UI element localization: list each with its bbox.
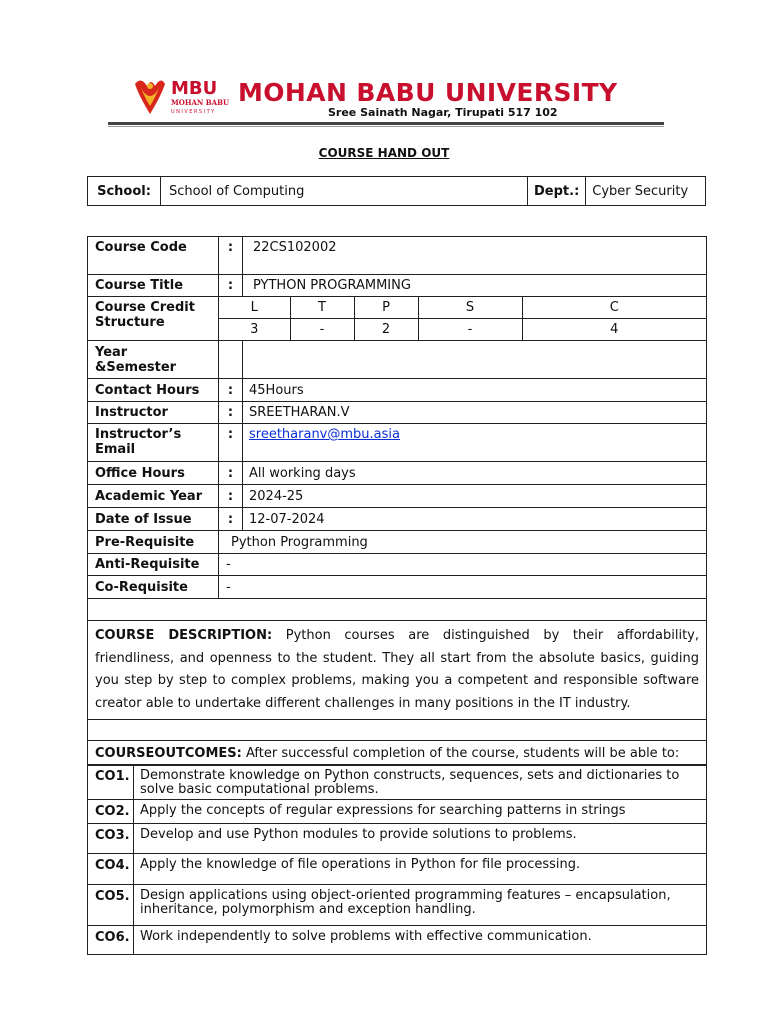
pre-requisite-label: Pre-Requisite [88, 531, 219, 554]
credit-value-s: - [418, 319, 522, 341]
colon: : [219, 402, 243, 424]
spacer-row [88, 720, 707, 741]
year-semester-value [243, 341, 707, 379]
outcome-text: Demonstrate knowledge on Python constructs, sequences, sets and dictionaries to solve basic computational problems. [134, 765, 707, 800]
table-row [88, 765, 707, 800]
course-details-table [87, 236, 707, 766]
table-row [88, 800, 707, 824]
instructor-value: SREETHARAN.V [243, 402, 707, 424]
table-row [88, 854, 707, 885]
table-row [88, 531, 707, 554]
course-description [88, 621, 707, 720]
credit-value-p: 2 [354, 319, 418, 341]
university-name: MOHAN BABU UNIVERSITY [238, 78, 618, 107]
table-row [88, 885, 707, 926]
course-outcomes-table [87, 764, 707, 955]
colon: : [219, 237, 243, 275]
table-row [88, 275, 707, 297]
spacer-row [88, 599, 707, 621]
contact-hours-value: 45Hours [243, 379, 707, 402]
dept-label: Dept.: [528, 177, 586, 206]
office-hours-label: Office Hours [88, 462, 219, 485]
colon: : [219, 462, 243, 485]
outcome-text: Develop and use Python modules to provide solutions to problems. [134, 824, 707, 854]
outcome-code: CO4. [88, 854, 134, 885]
outcome-text: Apply the knowledge of file operations in Python for file processing. [134, 854, 707, 885]
logo-sub-text: MOHAN BABU [171, 98, 230, 107]
header-divider-thin [108, 126, 664, 127]
outcome-code: CO6. [88, 926, 134, 955]
course-outcomes-intro: After successful completion of the course, students will be able to: [246, 745, 680, 761]
colon: : [219, 508, 243, 531]
credit-structure-grid [219, 297, 706, 340]
pre-requisite-value: Python Programming [219, 531, 707, 554]
document-title: COURSE HAND OUT [318, 146, 450, 160]
outcome-code: CO3. [88, 824, 134, 854]
university-address: Sree Sainath Nagar, Tirupati 517 102 [328, 106, 558, 119]
course-code-label: Course Code [88, 237, 219, 275]
contact-hours-label: Contact Hours [88, 379, 219, 402]
logo-sub2-text: UNIVERSITY [171, 109, 216, 115]
anti-requisite-label: Anti-Requisite [88, 554, 219, 576]
course-outcomes-header [88, 741, 707, 766]
outcomes-header-row [88, 741, 707, 766]
course-description-label: COURSE DESCRIPTION: [95, 628, 273, 643]
table-row [88, 926, 707, 955]
table-row [88, 341, 707, 379]
table-row [88, 462, 707, 485]
table-row [88, 297, 707, 341]
credit-header-l: L [219, 297, 290, 319]
logo-mark-text: MBU [171, 78, 218, 99]
instructor-label: Instructor [88, 402, 219, 424]
colon: : [219, 424, 243, 462]
credit-value-t: - [290, 319, 354, 341]
credit-structure-label: Course Credit Structure [88, 297, 219, 341]
table-row [88, 485, 707, 508]
table-row [88, 824, 707, 854]
course-description-text: Python courses are distinguished by their affordability, friendliness, and openness to the student. They all start from the absolute basics, guiding you step by step to complex problems, making you a competent and responsible software creator able to undertake different challenges in many positions in the IT industry. [95, 628, 699, 711]
header-divider [108, 122, 664, 125]
year-semester-label: Year &Semester [88, 341, 219, 379]
colon: : [219, 275, 243, 297]
date-of-issue-label: Date of Issue [88, 508, 219, 531]
school-value: School of Computing [161, 177, 528, 206]
table-row [88, 576, 707, 599]
course-code-value: 22CS102002 [243, 237, 707, 275]
outcome-code: CO5. [88, 885, 134, 926]
outcome-code: CO2. [88, 800, 134, 824]
credit-header-c: C [522, 297, 706, 319]
course-title-value: PYTHON PROGRAMMING [243, 275, 707, 297]
table-row [88, 424, 707, 462]
outcome-code: CO1. [88, 765, 134, 800]
table-row [88, 508, 707, 531]
credit-value-c: 4 [522, 319, 706, 341]
academic-year-label: Academic Year [88, 485, 219, 508]
empty-cell [219, 341, 243, 379]
table-row [88, 237, 707, 275]
course-outcomes-label: COURSEOUTCOMES: [95, 745, 242, 761]
school-table [87, 176, 706, 206]
credit-header-t: T [290, 297, 354, 319]
university-logo [131, 74, 235, 118]
date-of-issue-value: 12-07-2024 [243, 508, 707, 531]
office-hours-value: All working days [243, 462, 707, 485]
phoenix-emblem-icon [135, 80, 165, 114]
anti-requisite-value: - [219, 554, 707, 576]
credit-header-p: P [354, 297, 418, 319]
description-row [88, 621, 707, 720]
table-row [88, 379, 707, 402]
dept-value: Cyber Security [586, 177, 706, 206]
colon: : [219, 379, 243, 402]
school-label: School: [88, 177, 161, 206]
empty-cell [88, 720, 707, 741]
academic-year-value: 2024-25 [243, 485, 707, 508]
credit-value-l: 3 [250, 322, 259, 337]
outcome-text: Design applications using object-oriented programming features – encapsulation, inheritance, polymorphism and exception handling. [134, 885, 707, 926]
credit-header-s: S [418, 297, 522, 319]
table-row [88, 402, 707, 424]
outcome-text: Work independently to solve problems with effective communication. [134, 926, 707, 955]
co-requisite-label: Co-Requisite [88, 576, 219, 599]
table-row [88, 554, 707, 576]
outcome-text: Apply the concepts of regular expressions for searching patterns in strings [134, 800, 707, 824]
course-title-label: Course Title [88, 275, 219, 297]
colon: : [219, 485, 243, 508]
empty-cell [88, 599, 707, 621]
instructor-email-label: Instructor’s Email [88, 424, 219, 462]
co-requisite-value: - [219, 576, 707, 599]
credit-structure-cell [219, 297, 707, 341]
instructor-email-link[interactable]: sreetharanv@mbu.asia [249, 427, 400, 442]
